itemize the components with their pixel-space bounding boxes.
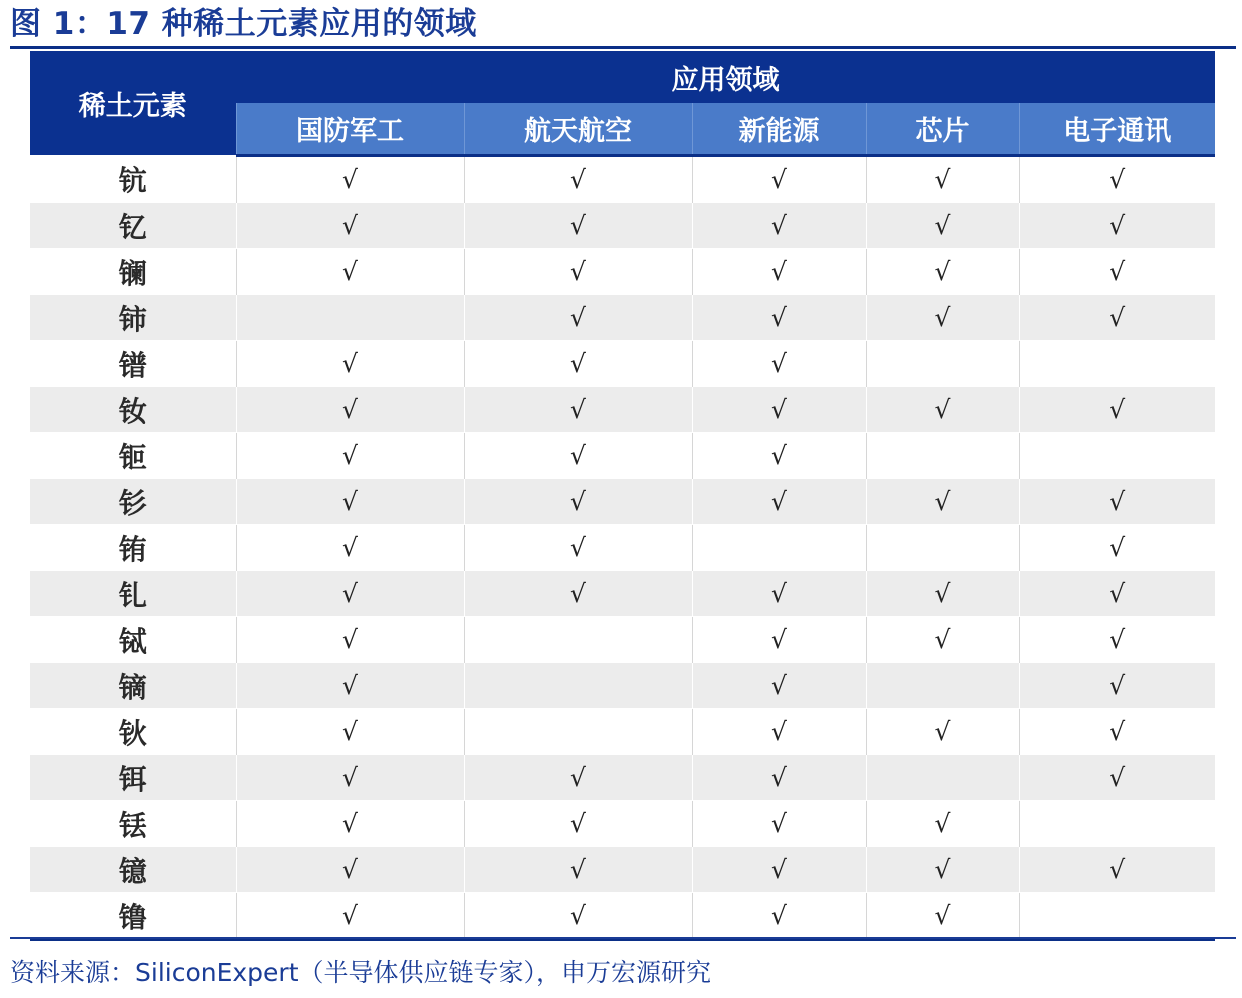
check-cell: √ <box>236 801 464 847</box>
table-body <box>30 156 1215 940</box>
rare-earth-table-container <box>30 51 1215 941</box>
check-cell: √ <box>464 156 692 203</box>
element-cell: 铽 <box>30 617 236 663</box>
element-cell: 铕 <box>30 525 236 571</box>
check-cell: √ <box>692 755 866 801</box>
check-cell: √ <box>866 156 1019 203</box>
table-row <box>30 525 1215 571</box>
table-row <box>30 755 1215 801</box>
check-cell: √ <box>464 847 692 893</box>
check-cell: √ <box>866 847 1019 893</box>
element-cell: 铥 <box>30 801 236 847</box>
check-cell: √ <box>464 295 692 341</box>
check-cell: √ <box>692 617 866 663</box>
table-row <box>30 893 1215 940</box>
check-cell: √ <box>236 387 464 433</box>
check-cell: √ <box>1019 663 1215 709</box>
table-row <box>30 663 1215 709</box>
check-cell: √ <box>692 203 866 249</box>
check-cell: √ <box>692 847 866 893</box>
source-note: 资料来源：SiliconExpert（半导体供应链专家），申万宏源研究 <box>10 958 712 987</box>
check-cell: √ <box>236 479 464 525</box>
check-cell: √ <box>464 203 692 249</box>
check-cell: √ <box>464 249 692 295</box>
check-cell: √ <box>236 893 464 940</box>
check-cell <box>866 663 1019 709</box>
check-cell: √ <box>692 156 866 203</box>
table-row <box>30 295 1215 341</box>
column-header-defense: 国防军工 <box>236 103 464 156</box>
check-cell: √ <box>236 571 464 617</box>
check-cell: √ <box>236 433 464 479</box>
application-group-header: 应用领域 <box>236 51 1215 103</box>
check-cell: √ <box>692 249 866 295</box>
check-cell: √ <box>866 249 1019 295</box>
element-cell: 钬 <box>30 709 236 755</box>
check-cell: √ <box>236 203 464 249</box>
check-cell: √ <box>236 617 464 663</box>
check-cell: √ <box>866 479 1019 525</box>
check-cell: √ <box>866 709 1019 755</box>
check-cell <box>1019 433 1215 479</box>
element-cell: 镨 <box>30 341 236 387</box>
check-cell: √ <box>1019 295 1215 341</box>
table-row <box>30 341 1215 387</box>
check-cell: √ <box>236 709 464 755</box>
table-row <box>30 847 1215 893</box>
check-cell: √ <box>236 847 464 893</box>
column-header-electronics-telecom: 电子通讯 <box>1019 103 1215 156</box>
element-cell: 钇 <box>30 203 236 249</box>
check-cell: √ <box>866 295 1019 341</box>
rare-earth-application-table <box>30 51 1215 941</box>
table-row <box>30 249 1215 295</box>
check-cell: √ <box>1019 479 1215 525</box>
check-cell: √ <box>692 893 866 940</box>
check-cell: √ <box>1019 203 1215 249</box>
element-cell: 钕 <box>30 387 236 433</box>
table-row <box>30 433 1215 479</box>
check-cell: √ <box>236 525 464 571</box>
check-cell <box>464 663 692 709</box>
check-cell: √ <box>1019 156 1215 203</box>
check-cell: √ <box>866 571 1019 617</box>
table-row <box>30 156 1215 203</box>
check-cell: √ <box>692 387 866 433</box>
check-cell: √ <box>866 617 1019 663</box>
check-cell <box>692 525 866 571</box>
check-cell: √ <box>236 341 464 387</box>
element-cell: 钷 <box>30 433 236 479</box>
table-row <box>30 203 1215 249</box>
check-cell: √ <box>1019 387 1215 433</box>
check-cell: √ <box>692 663 866 709</box>
check-cell: √ <box>1019 525 1215 571</box>
check-cell: √ <box>692 433 866 479</box>
check-cell: √ <box>464 341 692 387</box>
check-cell <box>1019 893 1215 940</box>
check-cell: √ <box>692 571 866 617</box>
column-header-aerospace: 航天航空 <box>464 103 692 156</box>
check-cell <box>866 341 1019 387</box>
check-cell: √ <box>1019 617 1215 663</box>
check-cell: √ <box>464 525 692 571</box>
check-cell: √ <box>464 479 692 525</box>
check-cell: √ <box>236 663 464 709</box>
check-cell: √ <box>464 801 692 847</box>
check-cell: √ <box>1019 709 1215 755</box>
element-cell: 镥 <box>30 893 236 940</box>
table-row <box>30 571 1215 617</box>
check-cell <box>866 433 1019 479</box>
check-cell: √ <box>464 387 692 433</box>
element-cell: 铒 <box>30 755 236 801</box>
check-cell: √ <box>866 387 1019 433</box>
check-cell: √ <box>236 755 464 801</box>
check-cell: √ <box>236 249 464 295</box>
check-cell <box>464 617 692 663</box>
element-cell: 镱 <box>30 847 236 893</box>
check-cell: √ <box>464 893 692 940</box>
check-cell <box>464 709 692 755</box>
figure-title: 图 1：17 种稀土元素应用的领域 <box>10 6 477 42</box>
check-cell: √ <box>1019 571 1215 617</box>
check-cell: √ <box>464 571 692 617</box>
check-cell: √ <box>692 801 866 847</box>
check-cell <box>866 525 1019 571</box>
element-cell: 镧 <box>30 249 236 295</box>
element-cell: 钪 <box>30 156 236 203</box>
check-cell <box>236 295 464 341</box>
element-cell: 镝 <box>30 663 236 709</box>
table-row <box>30 387 1215 433</box>
check-cell: √ <box>464 755 692 801</box>
table-row <box>30 617 1215 663</box>
title-divider <box>10 46 1236 49</box>
check-cell <box>1019 801 1215 847</box>
check-cell: √ <box>866 801 1019 847</box>
check-cell: √ <box>1019 755 1215 801</box>
element-cell: 钆 <box>30 571 236 617</box>
check-cell: √ <box>692 295 866 341</box>
check-cell: √ <box>692 709 866 755</box>
table-row <box>30 801 1215 847</box>
table-row <box>30 479 1215 525</box>
check-cell: √ <box>692 479 866 525</box>
check-cell: √ <box>1019 847 1215 893</box>
element-cell: 铈 <box>30 295 236 341</box>
table-row <box>30 709 1215 755</box>
check-cell <box>1019 341 1215 387</box>
check-cell <box>866 755 1019 801</box>
element-column-header: 稀土元素 <box>30 51 236 156</box>
check-cell: √ <box>866 203 1019 249</box>
check-cell: √ <box>866 893 1019 940</box>
check-cell: √ <box>236 156 464 203</box>
table-header-row <box>30 51 1215 103</box>
check-cell: √ <box>1019 249 1215 295</box>
check-cell: √ <box>464 433 692 479</box>
check-cell: √ <box>692 341 866 387</box>
column-header-chips: 芯片 <box>866 103 1019 156</box>
bottom-divider <box>10 937 1236 939</box>
element-cell: 钐 <box>30 479 236 525</box>
column-header-new-energy: 新能源 <box>692 103 866 156</box>
